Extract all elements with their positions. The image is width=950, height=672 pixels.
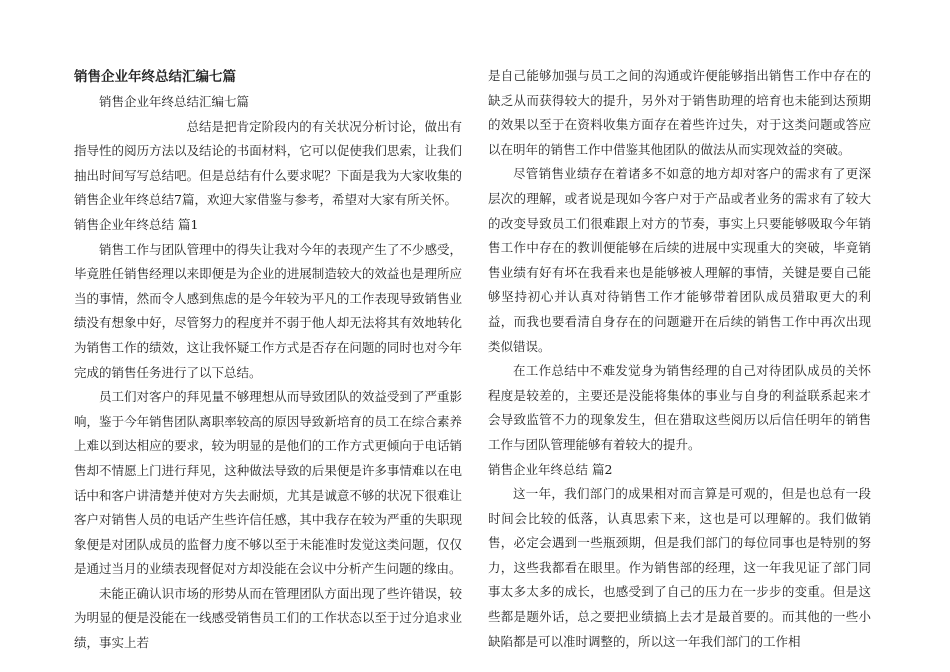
section-2-paragraph-1: 这一年，我们部门的成果相对而言算是可观的，但是也总有一段时间会比较的低落，认真思索下来，这也是可以理解的。我们做销售，必定会遇到一些瓶颈期，但是我们部门的每位同事也是特别的努力，这些我都看在眼里。作为销售部的经理，这一年我见证了部门同事太多太多的成长，也感受到了自己的压力在一步步的变重。但是这些都是题外话，总之要把业绩搞上去才是最首要的。而其他的一些小缺陷都是可以准时调整的，所以这一年我们部门的工作相 bbox=[488, 486, 871, 649]
document-title: 销售企业年终总结汇编七篇 bbox=[74, 69, 236, 85]
section-1-paragraph-2: 员工们对客户的拜见量不够理想从而导致团队的效益受到了严重影响，鉴于今年销售团队离职率较高的原因导致新培育的员工在综合素养上难以到达相应的要求，较为明显的是他们的工作方式更倾向于电话销售却不情愿上门进行拜见，这种做法导致的后果便是许多事情难以在电话中和客户讲清楚并使对方失去耐烦，尤其是诚意不够的状况下很难让客户对销售人员的电话产生些许信任感，其中我存在较为严重的失职现象便是对团队成员的监督力度不够以至于未能准时发觉这类问题，仅仅是通过当月的业绩表现督促对方却没能在会议中分析产生问题的缘由。 bbox=[74, 389, 462, 577]
section-1-paragraph-3-continued: 是自己能够加强与员工之间的沟通或许便能够指出销售工作中存在的缺乏从而获得较大的提升，另外对于销售助理的培育也未能到达预期的效果以至于在资料收集方面存在着些许过失，对于这类问题或答应以在明年的销售工作中借鉴其他团队的做法从而实现效益的突破。 bbox=[488, 68, 871, 157]
left-column bbox=[74, 66, 462, 656]
section-1-paragraph-1: 销售工作与团队管理中的得失让我对今年的表现产生了不少感受，毕竟胜任销售经理以来即便是为企业的进展制造较大的效益也是理所应当的事情，然而令人感到焦虑的是今年较为平凡的工作表现导致销售业绩没有想象中好，尽管努力的程度并不弱于他人却无法将其有效地转化为销售工作的绩效，这让我怀疑工作方式是否存在问题的同时也对今年完成的销售任务进行了以下总结。 bbox=[74, 241, 462, 380]
section-1-paragraph-4: 尽管销售业绩存在着诸多不如意的地方却对客户的需求有了更深层次的理解，或者说是现如今客户对于产品或者业务的需求有了较大的改变导致员工们很难跟上对方的节奏，事实上只要能够吸取今年销售工作中存在的教训便能够在后续的进展中实现重大的突破，毕竟销售业绩有好有坏在我看来也是能够被人理解的事情，关键是要自己能够坚持初心并认真对待销售工作才能够带着团队成员猎取更大的利益，而我也要看清自身存在的问题避开在后续的销售工作中再次出现类似错误。 bbox=[488, 166, 871, 354]
section-2-heading: 销售企业年终总结 篇2 bbox=[488, 461, 613, 477]
section-1-heading: 销售企业年终总结 篇1 bbox=[74, 216, 199, 232]
document-subtitle: 销售企业年终总结汇编七篇 bbox=[99, 94, 250, 109]
section-1-paragraph-3: 未能正确认识市场的形势从而在管理团队方面出现了些许错误，较为明显的便是没能在一线感受销售员工们的工作状态以至于过分追求业绩，事实上若 bbox=[74, 585, 462, 651]
section-1-paragraph-5: 在工作总结中不难发觉身为销售经理的自己对待团队成员的关怀程度是较差的，主要还是没能将集体的事业与自身的利益联系起来才会导致监管不力的现象发生，但在猎取这些阅历以后信任明年的销售工作与团队管理能够有着较大的提升。 bbox=[488, 363, 871, 452]
intro-paragraph: 总结是把肯定阶段内的有关状况分析讨论，做出有指导性的阅历方法以及结论的书面材料，它可以促使我们思索，让我们抽出时间写写总结吧。但是总结有什么要求呢？下面是我为大家收集的销售企业年终总结7篇，欢迎大家借鉴与参考，希望对大家有所关怀。 bbox=[74, 118, 462, 208]
right-column bbox=[488, 64, 871, 654]
